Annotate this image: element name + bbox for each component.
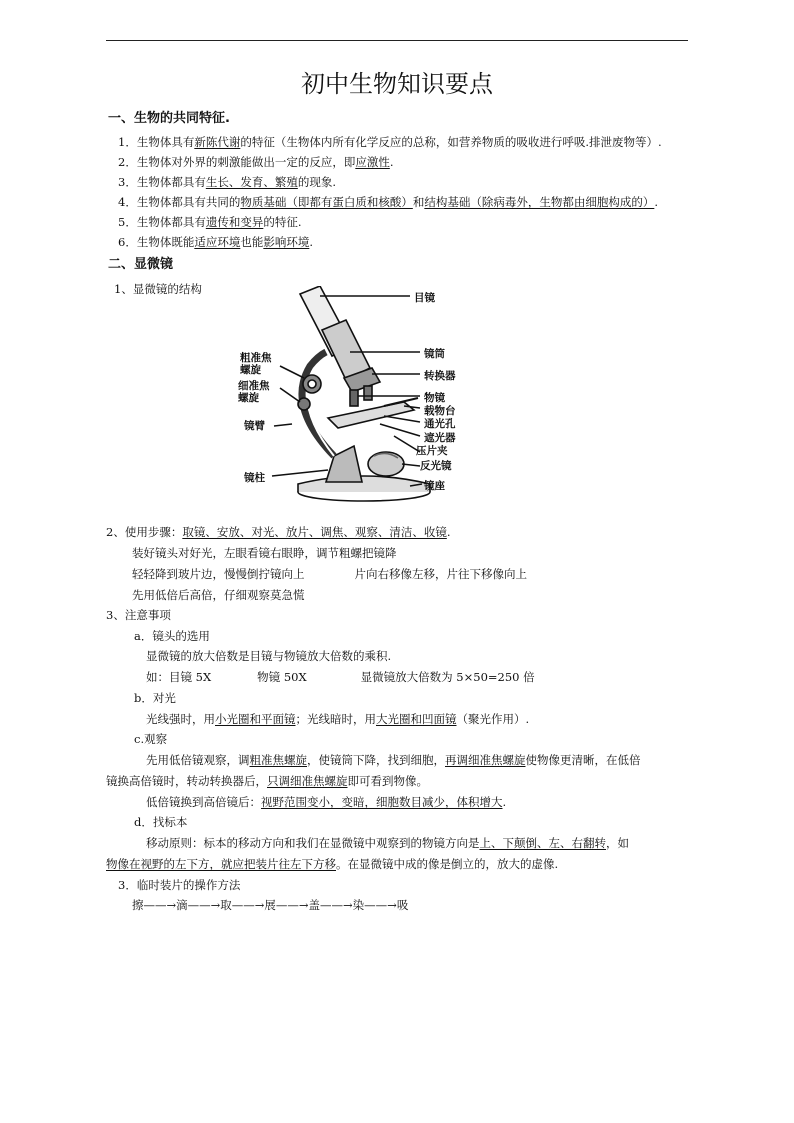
section-2-heading: 二、显微镜 bbox=[108, 257, 174, 272]
label-coarse-2: 螺旋 bbox=[240, 364, 261, 376]
note-c-text-3: 低倍镜换到高倍镜后：视野范围变小，变暗，细胞数目减少，体积增大. bbox=[146, 795, 507, 809]
label-pillar: 镜柱 bbox=[244, 472, 265, 484]
list-item: 3．生物体都具有生长、发育、繁殖的现象. bbox=[118, 175, 336, 189]
label-mirror: 反光镜 bbox=[420, 460, 452, 472]
label-stage: 载物台 bbox=[424, 405, 456, 417]
note-b-heading: b．对光 bbox=[134, 691, 176, 705]
label-fine: 细准焦 bbox=[238, 380, 270, 392]
label-objective: 物镜 bbox=[424, 392, 445, 404]
verse-line: 先用低倍后高倍，仔细观察莫急慌 bbox=[132, 588, 305, 602]
note-d-text-1: 移动原则：标本的移动方向和我们在显微镜中观察到的物镜方向是上、下颠倒、左、右翻转，如 bbox=[146, 836, 629, 850]
label-arm: 镜臂 bbox=[244, 420, 265, 432]
list-item: 2．生物体对外界的刺激能做出一定的反应，即应激性. bbox=[118, 155, 394, 169]
verse-line: 装好镜头对好光，左眼看镜右眼睁，调节粗螺把镜降 bbox=[132, 546, 397, 560]
note-b-text: 光线强时，用小光圈和平面镜；光线暗时，用大光圈和凹面镜（聚光作用）. bbox=[146, 712, 530, 726]
header-rule bbox=[106, 40, 688, 41]
note-d-heading: d．找标本 bbox=[134, 815, 188, 829]
note-c-text-2: 镜换高倍镜时，转动转换器后，只调细准焦螺旋即可看到物像。 bbox=[106, 774, 428, 788]
verse-line: 轻轻降到玻片边，慢慢倒拧镜向上 片向右移像左移，片往下移像向上 bbox=[132, 567, 527, 581]
note-a-text: 显微镜的放大倍数是目镜与物镜放大倍数的乘积. bbox=[146, 649, 392, 663]
label-fine-2: 螺旋 bbox=[238, 392, 259, 404]
section-1-heading: 一、生物的共同特征. bbox=[108, 111, 230, 126]
steps-line: 2、使用步骤：取镜、安放、对光、放片、调焦、观察、清洁、收镜. bbox=[106, 525, 451, 539]
structure-heading: 1、显微镜的结构 bbox=[114, 282, 202, 296]
label-eyepiece: 目镜 bbox=[414, 292, 435, 304]
temp-slide-flow: 擦——→滴——→取——→展——→盖——→染——→吸 bbox=[132, 898, 409, 912]
list-item: 5．生物体都具有遗传和变异的特征. bbox=[118, 215, 302, 229]
page-title: 初中生物知识要点 bbox=[301, 70, 493, 98]
label-hole: 通光孔 bbox=[424, 418, 456, 430]
note-a-heading: a．镜头的选用 bbox=[134, 629, 210, 643]
note-c-heading: c.观察 bbox=[134, 732, 168, 746]
list-item: 6．生物体既能适应环境也能影响环境. bbox=[118, 235, 313, 249]
list-item: 4．生物体都具有共同的物质基础（即都有蛋白质和核酸）和结构基础（除病毒外，生物都由细胞构成的）. bbox=[118, 195, 658, 209]
temp-slide-heading: 3．临时装片的操作方法 bbox=[118, 878, 241, 892]
label-clip: 压片夹 bbox=[416, 445, 448, 457]
label-coarse: 粗准焦 bbox=[240, 352, 272, 364]
note-d-text-2: 物像在视野的左下方，就应把装片往左下方移。在显微镜中成的像是倒立的，放大的虚像. bbox=[106, 857, 559, 871]
notes-heading: 3、注意事项 bbox=[106, 608, 171, 622]
note-a-example: 如：目镜 5X 物镜 50X 显微镜放大倍数为 5×50=250 倍 bbox=[146, 670, 535, 684]
label-diaphragm: 遮光器 bbox=[424, 432, 456, 444]
label-tube: 镜筒 bbox=[424, 348, 445, 360]
label-base: 镜座 bbox=[424, 480, 445, 492]
note-c-text-1: 先用低倍镜观察，调粗准焦螺旋，使镜筒下降，找到细胞，再调细准焦螺旋使物像更清晰，在低倍 bbox=[146, 753, 641, 767]
label-converter: 转换器 bbox=[424, 370, 456, 382]
list-item: 1．生物体具有新陈代谢的特征（生物体内所有化学反应的总称，如营养物质的吸收进行呼吸.排泄废物等）. bbox=[118, 135, 662, 149]
